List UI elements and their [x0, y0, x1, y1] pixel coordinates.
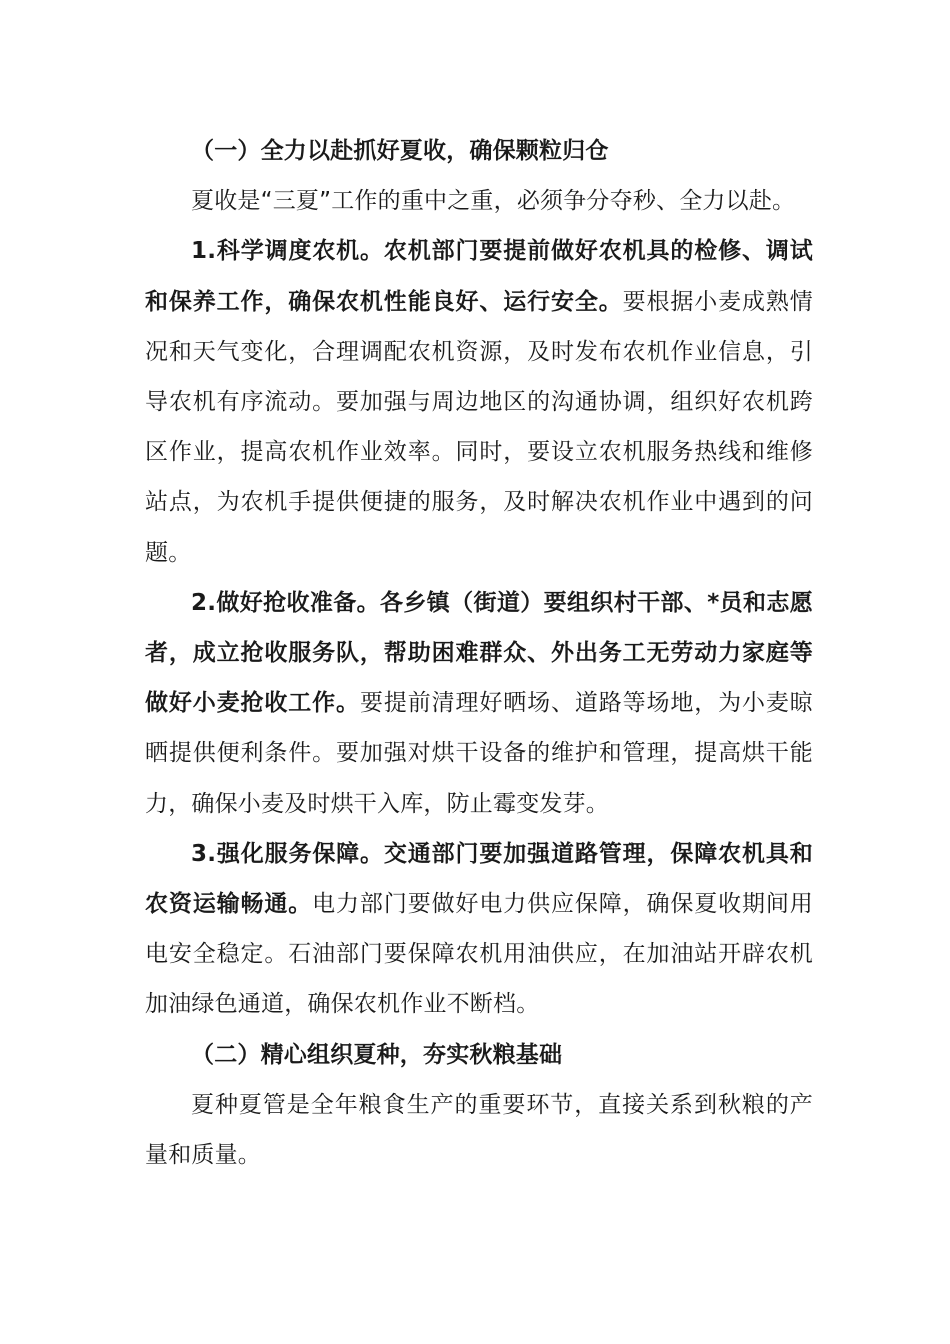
section-heading-2: （二）精心组织夏种，夯实秋粮基础 — [191, 1041, 563, 1068]
item-3-lead: 3.强化服务保障。交通部门要加强道路管理，保障农机具和农资运输畅通。 — [145, 840, 813, 918]
section-heading-1: （一）全力以赴抓好夏收，确保颗粒归仓 — [191, 138, 609, 164]
paragraph-item-3 — [145, 829, 813, 1030]
item-1-body: 要根据小麦成熟情况和天气变化，合理调配农机资源，及时发布农机作业信息，引导农机有序流动。要加强与周边地区的沟通协调，组织好农机跨区作业，提高农机作业效率。同时，要设立农机服务热线和维修站点，为农机手提供便捷的服务，及时解决农机作业中遇到的问题。 — [145, 288, 813, 566]
item-2-body: 要提前清理好晒场、道路等场地，为小麦晾晒提供便利条件。要加强对烘干设备的维护和管理，提高烘干能力，确保小麦及时烘干入库，防止霉变发芽。 — [145, 690, 813, 817]
item-2-lead: 2.做好抢收准备。各乡镇（街道）要组织村干部、*员和志愿者，成立抢收服务队，帮助困难群众、外出务工无劳动力家庭等做好小麦抢收工作。 — [145, 589, 813, 717]
document-body — [145, 126, 813, 1180]
paragraph-item-1 — [145, 226, 813, 577]
item-1-lead: 1.科学调度农机。农机部门要提前做好农机具的检修、调试和保养工作，确保农机性能良好、运行安全。 — [145, 238, 813, 315]
section-intro-1: 夏收是“三夏”工作的重中之重，必须争分夺秒、全力以赴。 — [191, 188, 796, 215]
item-3-body: 电力部门要做好电力供应保障，确保夏收期间用电安全稳定。石油部门要保障农机用油供应，在加油站开辟农机加油绿色通道，确保农机作业不断档。 — [145, 891, 813, 1018]
section-intro-2: 夏种夏管是全年粮食生产的重要环节，直接关系到秋粮的产量和质量。 — [145, 1091, 813, 1169]
paragraph-item-2 — [145, 578, 813, 829]
